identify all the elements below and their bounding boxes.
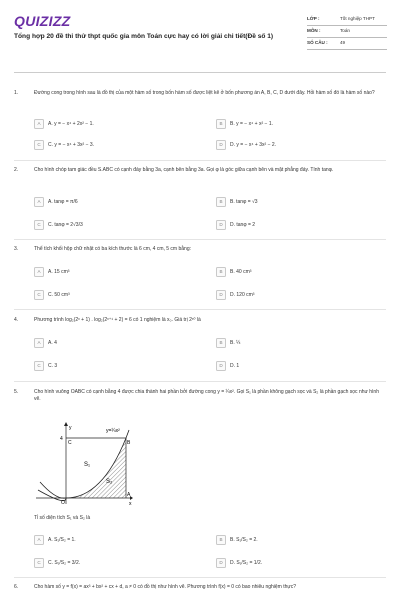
option-letter: A xyxy=(34,338,44,348)
page-title: Tổng hợp 20 đề thi thử thpt quốc gia môn Toán cực hay có lời giải chi tiết(Đề số 1) xyxy=(14,33,274,40)
option-text: C. tanφ = 2√3/3 xyxy=(48,221,83,228)
x-axis-label: x xyxy=(129,501,132,506)
question-text: Đường cong trong hình sau là đồ thị của một hàm số trong bốn hàm số được liệt kê ở bốn phương án A, B, C, D dưới đây. Hỏi hàm số đó là hàm số nào? xyxy=(34,90,375,96)
option-text: B. tanφ = √3 xyxy=(230,198,258,205)
s2-label: S₂ xyxy=(106,479,113,485)
option-text: C. 3 xyxy=(48,362,58,369)
subject-value: Toán xyxy=(340,28,350,33)
option-text: C. 50 cm³ xyxy=(48,291,70,298)
option-letter: D xyxy=(216,361,226,371)
option-text: B. y = − x⁴ + x² − 1. xyxy=(230,120,274,127)
option-3d[interactable] xyxy=(216,289,366,300)
option-letter: C xyxy=(34,220,44,230)
option-letter: C xyxy=(34,140,44,150)
meta-count-row xyxy=(307,38,387,50)
count-label: SỐ CÂU : xyxy=(307,40,328,45)
option-1d[interactable] xyxy=(216,139,366,150)
option-letter: B xyxy=(216,119,226,129)
y-axis-arrow xyxy=(64,422,68,426)
option-5b[interactable] xyxy=(216,534,366,545)
count-value: 49 xyxy=(340,40,346,45)
option-5d[interactable] xyxy=(216,557,366,568)
point-a-label: A xyxy=(127,492,131,498)
question-text: Cho hình vuông OABC có cạnh bằng 4 được chia thành hai phần bởi đường cong y = ¼x². Gọi S₁ là phần không gạch sọc và S₂ là phần gạch sọc như hình vẽ. xyxy=(34,389,379,402)
tick-label: 4 xyxy=(60,436,63,442)
meta-box xyxy=(307,14,387,50)
question-number: 4. xyxy=(14,317,19,323)
option-3c[interactable] xyxy=(34,289,184,300)
option-letter: B xyxy=(216,197,226,207)
question-number: 5. xyxy=(14,389,19,395)
option-1b[interactable] xyxy=(216,118,366,129)
quizizz-logo: QUIZIZZ xyxy=(14,13,71,29)
option-letter: D xyxy=(216,220,226,230)
option-text: D. tanφ = 2 xyxy=(230,221,256,228)
question-number: 1. xyxy=(14,90,19,96)
option-text: B. S₁/S₂ = 2. xyxy=(230,536,258,543)
question-text: Cho hàm số y = f(x) = ax³ + bx² + cx + d, a ≠ 0 có đồ thị như hình vẽ. Phương trình f(x) = 0 có bao nhiêu nghiệm thực? xyxy=(34,584,297,590)
parabola-square-figure xyxy=(34,420,134,506)
header-divider xyxy=(14,72,386,73)
s1-label: S₁ xyxy=(84,462,91,468)
option-letter: A xyxy=(34,535,44,545)
question-divider xyxy=(14,239,386,240)
question-divider xyxy=(14,577,386,578)
option-letter: B xyxy=(216,338,226,348)
meta-subject-row xyxy=(307,26,387,38)
option-letter: C xyxy=(34,558,44,568)
option-text: A. tanφ = π/6 xyxy=(48,198,78,205)
question-divider xyxy=(14,309,386,310)
class-label: LỚP : xyxy=(307,16,320,21)
option-4d[interactable] xyxy=(216,360,366,371)
question-divider xyxy=(14,381,386,382)
option-letter: A xyxy=(34,197,44,207)
option-3a[interactable] xyxy=(34,266,184,277)
option-text: A. y = − x⁴ + 2x² − 1. xyxy=(48,120,94,127)
question-text: Cho hình chóp tam giác đều S.ABC có cạnh đáy bằng 3a, cạnh bên bằng 3a. Gọi φ là góc giữa cạnh bên và mặt phẳng đáy. Tính tanφ. xyxy=(34,167,334,173)
option-text: A. 4 xyxy=(48,339,57,346)
option-5c[interactable] xyxy=(34,557,184,568)
question-text: Thể tích khối hộp chữ nhật có ba kích thước là 6 cm, 4 cm, 5 cm bằng: xyxy=(34,246,191,252)
question-divider xyxy=(14,160,386,161)
option-letter: B xyxy=(216,535,226,545)
x-axis-arrow xyxy=(130,496,133,500)
option-letter: B xyxy=(216,267,226,277)
option-text: D. 120 cm³ xyxy=(230,291,255,298)
curve-label: y=¼x² xyxy=(106,428,120,434)
option-5a[interactable] xyxy=(34,534,184,545)
option-letter: C xyxy=(34,361,44,371)
option-2a[interactable] xyxy=(34,196,184,207)
option-2d[interactable] xyxy=(216,219,366,230)
point-o-label: O xyxy=(61,500,65,506)
option-letter: A xyxy=(34,119,44,129)
option-letter: A xyxy=(34,267,44,277)
option-text: B. ¼ xyxy=(230,339,241,346)
option-1c[interactable] xyxy=(34,139,184,150)
question-number: 3. xyxy=(14,246,19,252)
point-c-label: C xyxy=(68,440,72,446)
option-text: D. 1 xyxy=(230,362,240,369)
option-text: B. 40 cm³ xyxy=(230,268,252,275)
option-text: A. 15 cm³ xyxy=(48,268,70,275)
option-text: A. S₁/S₂ = 1. xyxy=(48,536,76,543)
option-text: C. S₁/S₂ = 3/2. xyxy=(48,559,81,566)
option-2c[interactable] xyxy=(34,219,184,230)
parabola-left xyxy=(40,482,66,498)
option-4b[interactable] xyxy=(216,337,366,348)
option-text: D. y = − x⁴ + 3x² − 2. xyxy=(230,141,277,148)
option-letter: D xyxy=(216,140,226,150)
option-text: C. y = − x⁴ + 3x² − 3. xyxy=(48,141,95,148)
option-letter: C xyxy=(34,290,44,300)
s2-region xyxy=(66,438,126,498)
subject-label: MÔN : xyxy=(307,28,321,33)
option-2b[interactable] xyxy=(216,196,366,207)
question-number: 6. xyxy=(14,584,19,590)
option-3b[interactable] xyxy=(216,266,366,277)
option-1a[interactable] xyxy=(34,118,184,129)
point-b-label: B xyxy=(127,440,131,446)
question-number: 2. xyxy=(14,167,19,173)
option-letter: D xyxy=(216,558,226,568)
option-4a[interactable] xyxy=(34,337,184,348)
option-letter: D xyxy=(216,290,226,300)
question-subtext: Tỉ số diện tích S₁ và S₂ là xyxy=(34,515,91,521)
question-text: Phương trình log₂(2ˣ + 1) . log₂(2ˣ⁺¹ + 2) = 6 có 1 nghiệm là x₀. Giá trị 2ˣ⁰ là xyxy=(34,317,201,323)
y-axis-label: y xyxy=(69,425,72,431)
option-text: D. S₁/S₂ = 1/2. xyxy=(230,559,263,566)
option-4c[interactable] xyxy=(34,360,184,371)
meta-class-row xyxy=(307,14,387,26)
class-value: Tốt nghiệp THPT xyxy=(340,16,375,21)
